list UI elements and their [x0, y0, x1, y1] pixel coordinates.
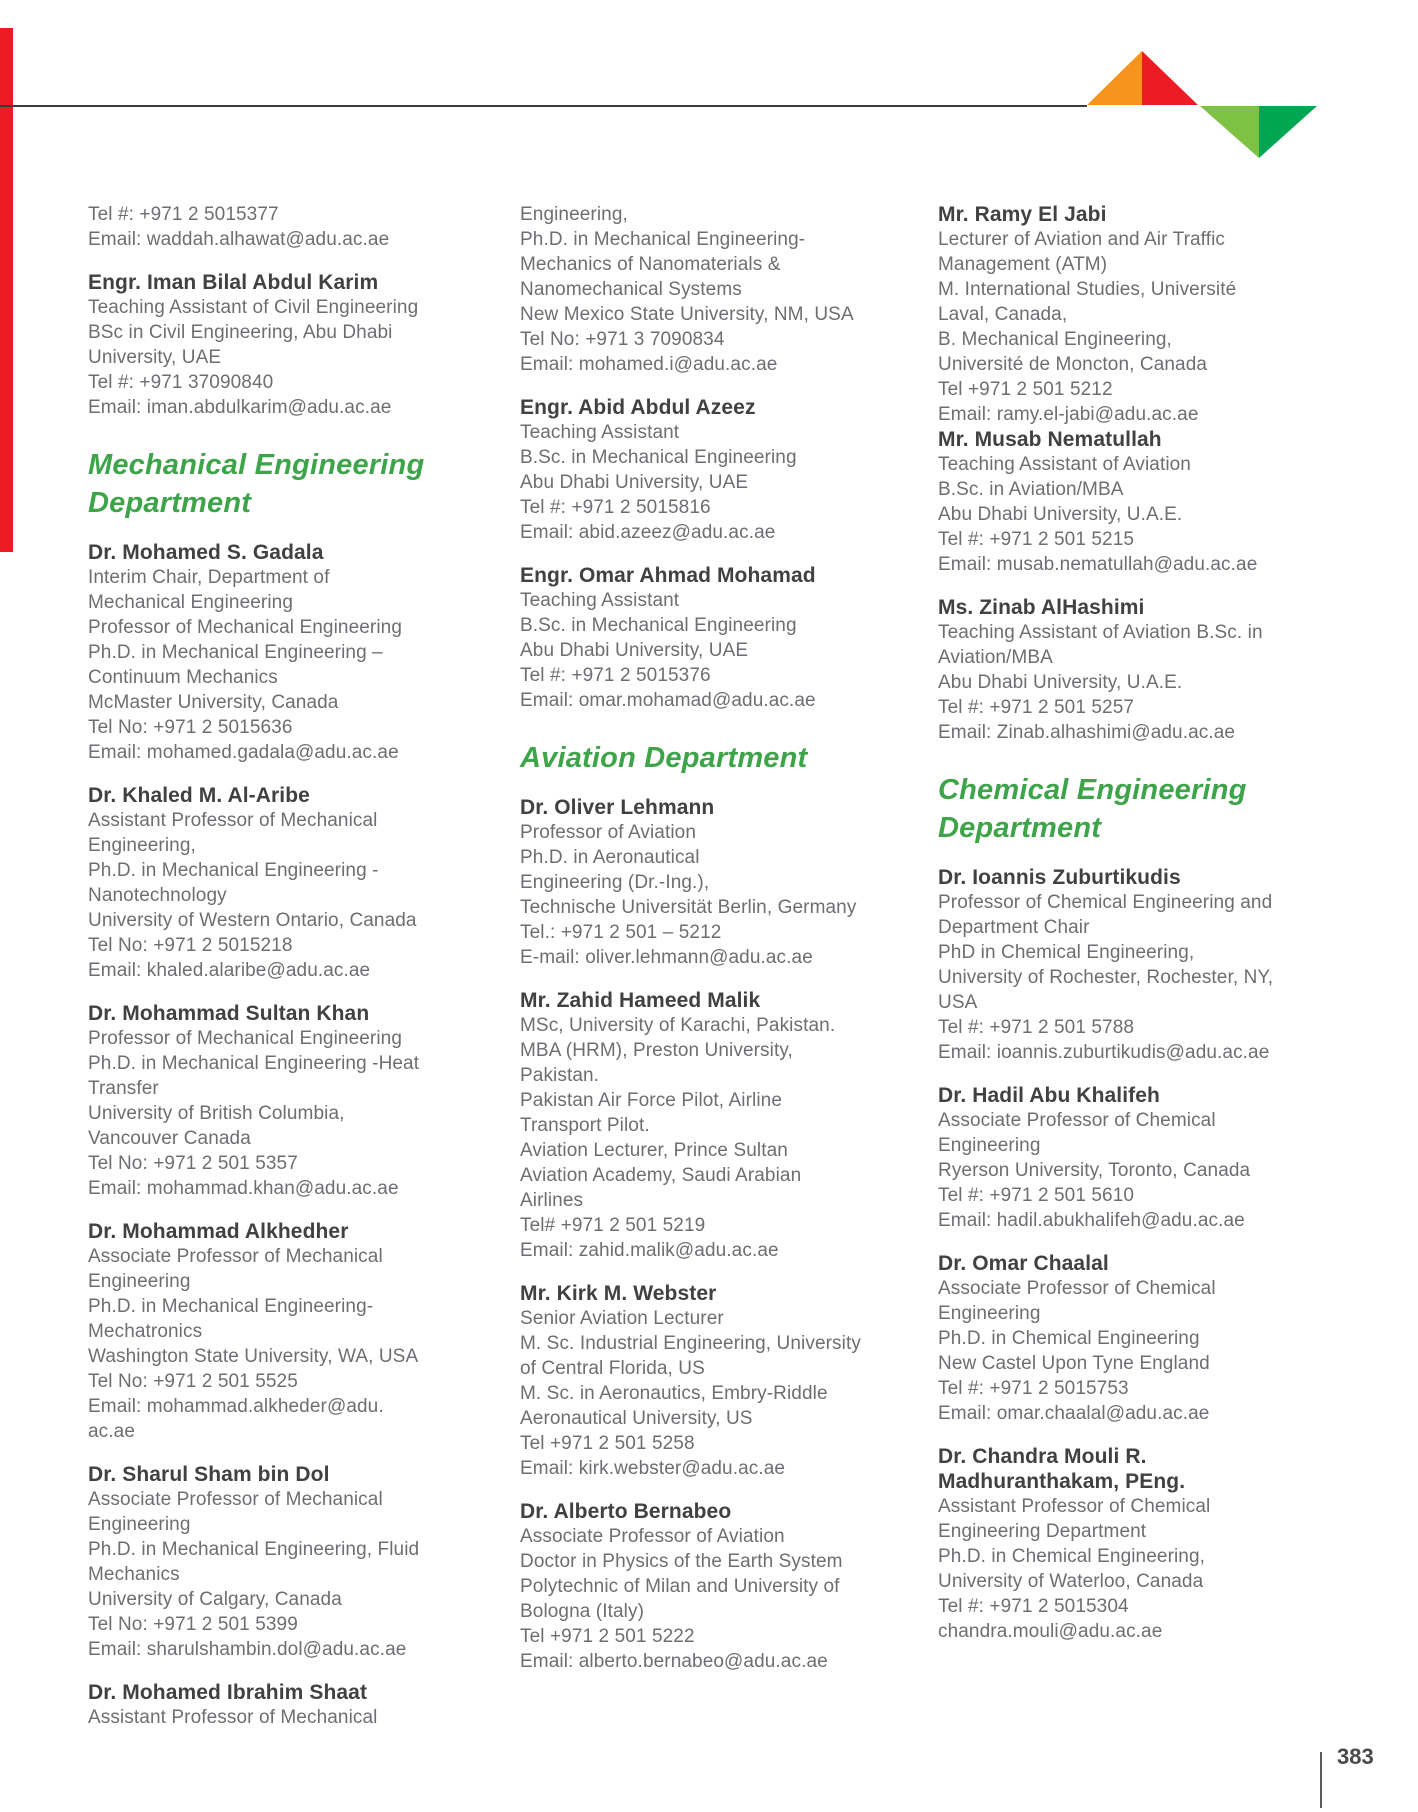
- entry-line: Engineering (Dr.-Ing.),: [520, 872, 710, 893]
- entry-line: Ph.D. in Mechanical Engineering-: [520, 229, 806, 250]
- entry-line: Tel #: +971 2 501 5610: [938, 1185, 1135, 1206]
- entry-line: Tel No: +971 2 5015218: [88, 935, 293, 956]
- page-number: 383: [1337, 1744, 1374, 1769]
- entry-line: Tel #: +971 2 5015816: [520, 497, 711, 518]
- entry-line: B.Sc. in Mechanical Engineering: [520, 615, 797, 636]
- faculty-entry: [938, 1444, 1318, 1644]
- entry-line: Nanotechnology: [88, 885, 227, 906]
- faculty-name: Engr. Abid Abdul Azeez: [520, 396, 756, 419]
- entry-line: Tel.: +971 2 501 – 5212: [520, 922, 722, 943]
- entry-line: Tel No: +971 2 501 5525: [88, 1371, 298, 1392]
- faculty-entry: [938, 1251, 1318, 1426]
- entry-line: Tel +971 2 501 5212: [938, 379, 1113, 400]
- entry-line: Tel +971 2 501 5258: [520, 1433, 695, 1454]
- entry-line: University of Waterloo, Canada: [938, 1571, 1204, 1592]
- entry-line: Engineering: [88, 1514, 191, 1535]
- department-heading: Chemical Engineering Department: [938, 774, 1247, 844]
- faculty-name: Dr. Mohamed S. Gadala: [88, 541, 324, 564]
- faculty-entry: [88, 270, 470, 420]
- faculty-name: Dr. Oliver Lehmann: [520, 796, 715, 819]
- entry-line: Associate Professor of Chemical: [938, 1278, 1216, 1299]
- faculty-entry: [88, 540, 470, 765]
- entry-line: Teaching Assistant of Aviation: [938, 454, 1191, 475]
- entry-line: Engineering: [938, 1135, 1041, 1156]
- entry-line: Engineering,: [88, 835, 196, 856]
- entry-line: Abu Dhabi University, U.A.E.: [938, 672, 1183, 693]
- entry-line: Email: iman.abdulkarim@adu.ac.ae: [88, 397, 392, 418]
- entry-line: Department Chair: [938, 917, 1090, 938]
- logo-triangle-down-left-icon: [1200, 106, 1259, 158]
- faculty-entry: [938, 865, 1318, 1065]
- faculty-entry: [938, 1083, 1318, 1233]
- entry-line: PhD in Chemical Engineering,: [938, 942, 1195, 963]
- entry-line: Senior Aviation Lecturer: [520, 1308, 724, 1329]
- entry-line: Teaching Assistant of Aviation B.Sc. in: [938, 622, 1263, 643]
- entry-line: chandra.mouli@adu.ac.ae: [938, 1621, 1163, 1642]
- entry-line: Teaching Assistant of Civil Engineering: [88, 297, 419, 318]
- faculty-entry: [520, 1281, 908, 1481]
- entry-line: Tel #: +971 2 5015376: [520, 665, 711, 686]
- entry-line: Professor of Chemical Engineering and: [938, 892, 1273, 913]
- entry-line: Mechanics of Nanomaterials &: [520, 254, 781, 275]
- entry-line: Tel +971 2 501 5222: [520, 1626, 695, 1647]
- department-heading: Aviation Department: [520, 742, 808, 774]
- entry-line: of Central Florida, US: [520, 1358, 705, 1379]
- entry-line: MBA (HRM), Preston University,: [520, 1040, 793, 1061]
- entry-line: Email: abid.azeez@adu.ac.ae: [520, 522, 776, 543]
- entry-continuation: [520, 202, 908, 377]
- entry-line: Associate Professor of Mechanical: [88, 1489, 383, 1510]
- entry-line: University of Calgary, Canada: [88, 1589, 342, 1610]
- faculty-name: Mr. Ramy El Jabi: [938, 203, 1107, 226]
- entry-line: Email: mohamed.i@adu.ac.ae: [520, 354, 778, 375]
- entry-line: Assistant Professor of Chemical: [938, 1496, 1211, 1517]
- faculty-name: Dr. Hadil Abu Khalifeh: [938, 1084, 1160, 1107]
- entry-line: Continuum Mechanics: [88, 667, 278, 688]
- faculty-entry: [88, 783, 470, 983]
- faculty-entry: [520, 563, 908, 713]
- entry-line: Ryerson University, Toronto, Canada: [938, 1160, 1251, 1181]
- faculty-entry: [520, 795, 908, 970]
- faculty-entry: [938, 202, 1318, 427]
- entry-line: Engineering: [938, 1303, 1041, 1324]
- entry-continuation: [88, 202, 470, 252]
- entry-line: Tel #: +971 2 501 5788: [938, 1017, 1135, 1038]
- entry-line: Washington State University, WA, USA: [88, 1346, 419, 1367]
- entry-line: Mechanics: [88, 1564, 180, 1585]
- entry-line: Teaching Assistant: [520, 590, 680, 611]
- faculty-name: Dr. Khaled M. Al-Aribe: [88, 784, 310, 807]
- entry-line: Tel# +971 2 501 5219: [520, 1215, 706, 1236]
- entry-line: Pakistan.: [520, 1065, 600, 1086]
- entry-line: Email: Zinab.alhashimi@adu.ac.ae: [938, 722, 1236, 743]
- entry-line: M. International Studies, Université: [938, 279, 1237, 300]
- entry-line: B.Sc. in Aviation/MBA: [938, 479, 1124, 500]
- entry-line: Tel #: +971 2 5015753: [938, 1378, 1129, 1399]
- entry-line: Nanomechanical Systems: [520, 279, 742, 300]
- faculty-entry: [88, 1219, 470, 1444]
- entry-line: Aviation Lecturer, Prince Sultan: [520, 1140, 788, 1161]
- entry-line: Doctor in Physics of the Earth System: [520, 1551, 843, 1572]
- entry-line: Tel No: +971 3 7090834: [520, 329, 725, 350]
- faculty-entry: [520, 395, 908, 545]
- entry-line: Tel #: +971 2 5015377: [88, 204, 279, 225]
- page-number-rule: [1320, 1752, 1322, 1808]
- column-right: [938, 202, 1318, 1644]
- entry-line: New Castel Upon Tyne England: [938, 1353, 1210, 1374]
- entry-line: Ph.D. in Mechanical Engineering-: [88, 1296, 374, 1317]
- faculty-name: Dr. Ioannis Zuburtikudis: [938, 866, 1181, 889]
- entry-line: Email: alberto.bernabeo@adu.ac.ae: [520, 1651, 828, 1672]
- faculty-name: Ms. Zinab AlHashimi: [938, 596, 1145, 619]
- entry-line: Ph.D. in Mechanical Engineering -: [88, 860, 379, 881]
- department-heading: Mechanical Engineering Department: [88, 449, 425, 519]
- entry-line: USA: [938, 992, 978, 1013]
- entry-line: Professor of Mechanical Engineering: [88, 617, 403, 638]
- header-rule: [0, 105, 1087, 107]
- faculty-name: Dr. Alberto Bernabeo: [520, 1500, 732, 1523]
- entry-line: University of Rochester, Rochester, NY,: [938, 967, 1274, 988]
- faculty-entry: [88, 1001, 470, 1201]
- entry-line: Email: mohamed.gadala@adu.ac.ae: [88, 742, 399, 763]
- entry-line: McMaster University, Canada: [88, 692, 339, 713]
- entry-line: Ph.D. in Mechanical Engineering, Fluid: [88, 1539, 420, 1560]
- entry-line: Tel No: +971 2 501 5357: [88, 1153, 298, 1174]
- entry-line: University of British Columbia,: [88, 1103, 345, 1124]
- entry-line: Email: waddah.alhawat@adu.ac.ae: [88, 229, 390, 250]
- entry-line: Tel #: +971 2 501 5257: [938, 697, 1135, 718]
- entry-line: Mechatronics: [88, 1321, 203, 1342]
- entry-line: Teaching Assistant: [520, 422, 680, 443]
- entry-line: Ph.D. in Mechanical Engineering –: [88, 642, 383, 663]
- entry-line: Email: sharulshambin.dol@adu.ac.ae: [88, 1639, 407, 1660]
- logo-triangle-down-right-icon: [1259, 106, 1317, 158]
- entry-line: Email: hadil.abukhalifeh@adu.ac.ae: [938, 1210, 1245, 1231]
- faculty-name: Mr. Musab Nematullah: [938, 428, 1162, 451]
- entry-line: Email: khaled.alaribe@adu.ac.ae: [88, 960, 371, 981]
- faculty-name: Dr. Mohammad Sultan Khan: [88, 1002, 370, 1025]
- entry-line: Email: zahid.malik@adu.ac.ae: [520, 1240, 779, 1261]
- faculty-name: Engr. Iman Bilal Abdul Karim: [88, 271, 379, 294]
- entry-line: Email: ioannis.zuburtikudis@adu.ac.ae: [938, 1042, 1270, 1063]
- entry-line: University of Western Ontario, Canada: [88, 910, 417, 931]
- entry-line: Associate Professor of Aviation: [520, 1526, 785, 1547]
- entry-line: B.Sc. in Mechanical Engineering: [520, 447, 797, 468]
- entry-line: Email: musab.nematullah@adu.ac.ae: [938, 554, 1258, 575]
- entry-line: Professor of Mechanical Engineering: [88, 1028, 403, 1049]
- entry-line: Email: omar.chaalal@adu.ac.ae: [938, 1403, 1210, 1424]
- adu-logo: [1087, 51, 1317, 158]
- faculty-entry: [520, 1499, 908, 1674]
- entry-line: Aeronautical University, US: [520, 1408, 753, 1429]
- entry-line: New Mexico State University, NM, USA: [520, 304, 854, 325]
- entry-line: Email: kirk.webster@adu.ac.ae: [520, 1458, 786, 1479]
- entry-line: Ph.D. in Aeronautical: [520, 847, 700, 868]
- entry-line: E-mail: oliver.lehmann@adu.ac.ae: [520, 947, 813, 968]
- entry-line: Mechanical Engineering: [88, 592, 293, 613]
- entry-line: Management (ATM): [938, 254, 1108, 275]
- logo-triangle-up-left-icon: [1087, 51, 1142, 105]
- entry-line: Abu Dhabi University, U.A.E.: [938, 504, 1183, 525]
- entry-line: Airlines: [520, 1190, 584, 1211]
- entry-line: Tel #: +971 2 501 5215: [938, 529, 1135, 550]
- column-left: [88, 202, 470, 1730]
- entry-line: Laval, Canada,: [938, 304, 1068, 325]
- faculty-entry: [88, 1462, 470, 1662]
- faculty-name: Dr. Mohammad Alkhedher: [88, 1220, 349, 1243]
- entry-line: Tel #: +971 37090840: [88, 372, 274, 393]
- entry-line: M. Sc. Industrial Engineering, University: [520, 1333, 861, 1354]
- faculty-name: Mr. Kirk M. Webster: [520, 1282, 717, 1305]
- entry-line: Assistant Professor of Mechanical: [88, 810, 378, 831]
- entry-line: Aviation/MBA: [938, 647, 1053, 668]
- faculty-name: Dr. Sharul Sham bin Dol: [88, 1463, 330, 1486]
- entry-line: Ph.D. in Chemical Engineering,: [938, 1546, 1206, 1567]
- entry-line: Lecturer of Aviation and Air Traffic: [938, 229, 1226, 250]
- entry-line: Abu Dhabi University, UAE: [520, 472, 749, 493]
- entry-line: Email: ramy.el-jabi@adu.ac.ae: [938, 404, 1199, 425]
- entry-line: Université de Moncton, Canada: [938, 354, 1208, 375]
- entry-line: Tel #: +971 2 5015304: [938, 1596, 1129, 1617]
- entry-line: Ph.D. in Chemical Engineering: [938, 1328, 1200, 1349]
- entry-line: B. Mechanical Engineering,: [938, 329, 1172, 350]
- entry-line: Email: mohammad.khan@adu.ac.ae: [88, 1178, 399, 1199]
- entry-line: Associate Professor of Mechanical: [88, 1246, 383, 1267]
- entry-line: Abu Dhabi University, UAE: [520, 640, 749, 661]
- faculty-name: Dr. Chandra Mouli R. Madhuranthakam, PEng.: [938, 1445, 1186, 1493]
- column-middle: [520, 202, 908, 1674]
- faculty-entry: [938, 595, 1318, 745]
- entry-line: M. Sc. in Aeronautics, Embry-Riddle: [520, 1383, 828, 1404]
- faculty-name: Engr. Omar Ahmad Mohamad: [520, 564, 816, 587]
- entry-line: Vancouver Canada: [88, 1128, 251, 1149]
- entry-line: Ph.D. in Mechanical Engineering -Heat: [88, 1053, 420, 1074]
- entry-line: Aviation Academy, Saudi Arabian: [520, 1165, 802, 1186]
- entry-line: Associate Professor of Chemical: [938, 1110, 1216, 1131]
- entry-line: Professor of Aviation: [520, 822, 697, 843]
- entry-line: Engineering: [88, 1271, 191, 1292]
- faculty-entry: [88, 1680, 470, 1730]
- entry-line: Technische Universität Berlin, Germany: [520, 897, 857, 918]
- logo-triangle-up-right-icon: [1142, 51, 1198, 105]
- entry-line: Interim Chair, Department of: [88, 567, 330, 588]
- entry-line: Email: mohammad.alkheder@adu.: [88, 1396, 384, 1417]
- faculty-entry: [938, 427, 1318, 577]
- entry-line: Engineering,: [520, 204, 628, 225]
- faculty-name: Mr. Zahid Hameed Malik: [520, 989, 761, 1012]
- faculty-name: Dr. Omar Chaalal: [938, 1252, 1109, 1275]
- entry-line: Assistant Professor of Mechanical: [88, 1707, 378, 1728]
- entry-line: BSc in Civil Engineering, Abu Dhabi: [88, 322, 393, 343]
- entry-line: MSc, University of Karachi, Pakistan.: [520, 1015, 836, 1036]
- entry-line: Tel No: +971 2 501 5399: [88, 1614, 298, 1635]
- entry-line: Polytechnic of Milan and University of: [520, 1576, 840, 1597]
- entry-line: University, UAE: [88, 347, 222, 368]
- entry-line: Bologna (Italy): [520, 1601, 645, 1622]
- entry-line: Pakistan Air Force Pilot, Airline: [520, 1090, 783, 1111]
- entry-line: Tel No: +971 2 5015636: [88, 717, 293, 738]
- entry-line: Transfer: [88, 1078, 159, 1099]
- entry-line: Email: omar.mohamad@adu.ac.ae: [520, 690, 816, 711]
- entry-line: Engineering Department: [938, 1521, 1147, 1542]
- entry-line: ac.ae: [88, 1421, 135, 1442]
- faculty-entry: [520, 988, 908, 1263]
- entry-line: Transport Pilot.: [520, 1115, 650, 1136]
- faculty-name: Dr. Mohamed Ibrahim Shaat: [88, 1681, 368, 1704]
